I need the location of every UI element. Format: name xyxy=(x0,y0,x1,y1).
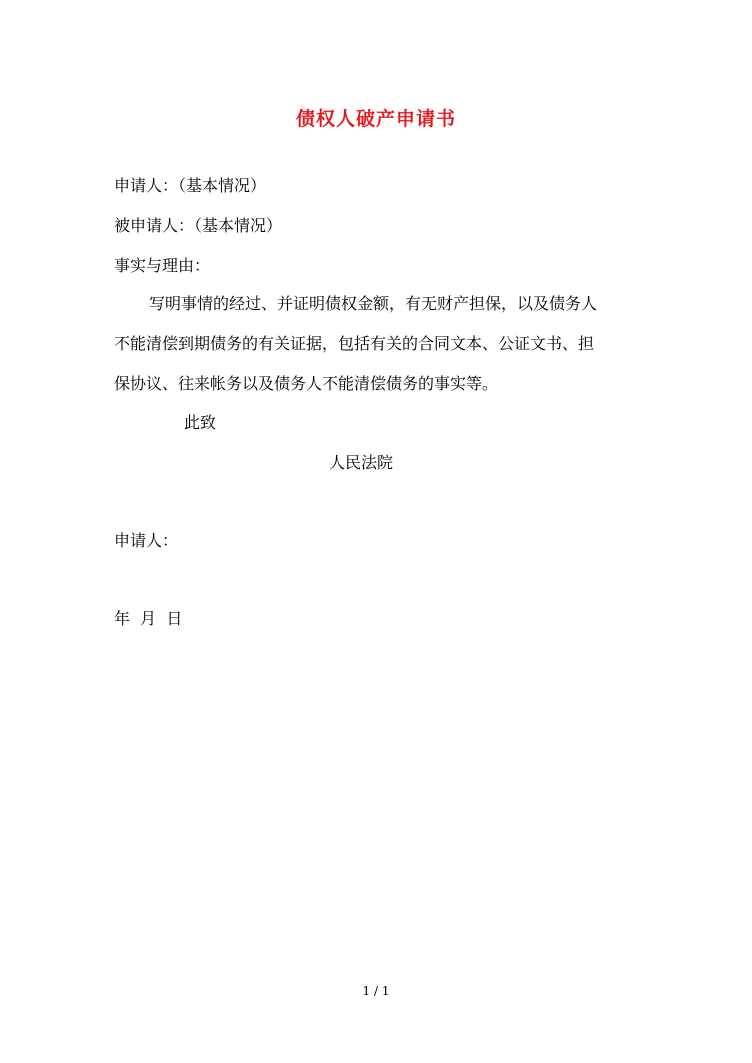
closing-salutation: 此致 xyxy=(184,413,217,432)
respondent-line: 被申请人：（基本情况） xyxy=(114,216,283,235)
facts-heading: 事实与理由： xyxy=(114,256,211,275)
signature-label: 申请人： xyxy=(114,531,179,550)
date-line: 年 月 日 xyxy=(114,609,183,628)
body-paragraph-line: 保协议、往来帐务以及债务人不能清偿债务的事实等。 xyxy=(114,374,499,393)
document-title: 债权人破产申请书 xyxy=(295,108,456,130)
court-addressee: 人民法院 xyxy=(329,453,394,472)
page-number: 1 / 1 xyxy=(362,984,390,998)
applicant-line: 申请人：（基本情况） xyxy=(114,176,267,195)
body-paragraph-line: 写明事情的经过、并证明债权金额，有无财产担保，以及债务人 xyxy=(149,294,598,313)
body-paragraph-line: 不能清偿到期债务的有关证据，包括有关的合同文本、公证文书、担 xyxy=(114,334,595,353)
